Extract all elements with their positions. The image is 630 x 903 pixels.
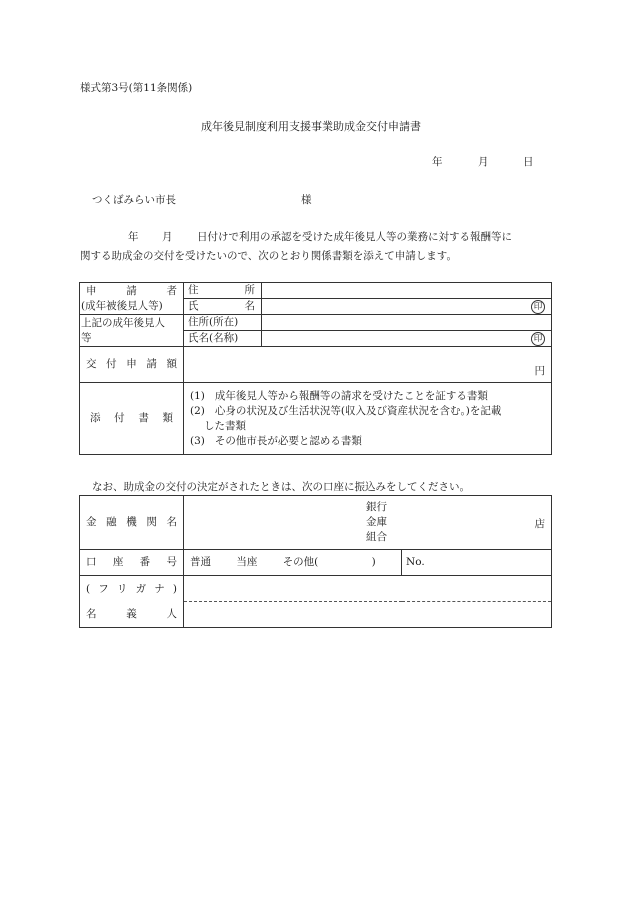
guardian-name-label: 氏名(名称) xyxy=(184,331,262,347)
guardian-address-field[interactable] xyxy=(262,315,552,331)
intro-month: 月 xyxy=(162,231,173,243)
guardian-label: 上記の成年後見人 xyxy=(80,315,184,331)
intro-line2: 関する助成金の交付を受けたいので、次のとおり関係書類を添えて申請します。 xyxy=(80,250,457,262)
applicant-table xyxy=(79,282,552,455)
attachment-item: (1) 成年後見人等から報酬等の請求を受けたことを証する書類 xyxy=(190,389,488,402)
account-number-label: 口 座 番 号 xyxy=(80,550,184,576)
amount-unit: 円 xyxy=(534,364,545,377)
account-holder-label: 名 義 人 xyxy=(80,602,184,628)
bank-type-shinkin: 金庫 xyxy=(366,516,387,528)
account-number-field[interactable] xyxy=(402,550,552,576)
guardian-name-field[interactable] xyxy=(262,331,552,347)
account-type-other[interactable]: その他( xyxy=(282,556,319,569)
account-holder-field[interactable] xyxy=(184,602,552,628)
bank-name-field[interactable] xyxy=(184,496,552,550)
account-type-ordinary[interactable]: 普通 xyxy=(190,556,211,569)
attachment-item: (3) その他市長が必要と認める書類 xyxy=(190,434,362,447)
account-type-field[interactable] xyxy=(184,550,402,576)
intro-line1: 日付けで利用の承認を受けた成年後見人等の業務に対する報酬等に xyxy=(197,231,512,243)
seal-mark: 印 xyxy=(531,300,545,314)
bank-name-label: 金 融 機 関 名 xyxy=(80,496,184,550)
account-type-other-close: ) xyxy=(371,556,376,569)
attachment-item: (2) 心身の状況及び生活状況等(収入及び資産状況を含む。)を記載 xyxy=(190,404,502,417)
amount-field[interactable] xyxy=(184,347,552,383)
date-day: 日 xyxy=(523,156,534,168)
date-month: 月 xyxy=(478,156,489,168)
attachments-list xyxy=(184,383,552,455)
addressee-name: つくばみらい市長 xyxy=(92,194,176,206)
account-no-label: No. xyxy=(406,556,425,569)
applicant-sub-label: (成年被後見人等) xyxy=(80,299,184,315)
note-text: なお、助成金の交付の決定がされたときは、次の口座に振込みをしてください。 xyxy=(92,481,470,493)
amount-label: 交 付 申 請 額 xyxy=(80,347,184,383)
bank-table xyxy=(79,495,552,628)
date-year: 年 xyxy=(432,156,443,168)
furigana-label: ( フ リ ガ ナ ) xyxy=(80,576,184,602)
guardian-address-label: 住所(所在) xyxy=(184,315,262,331)
guardian-label-cont: 等 xyxy=(80,331,184,347)
account-type-checking[interactable]: 当座 xyxy=(236,556,258,569)
address-label: 住 所 xyxy=(184,283,262,299)
name-label: 氏 名 xyxy=(184,299,262,315)
applicant-name-field[interactable] xyxy=(262,299,552,315)
bank-type-list xyxy=(366,500,387,545)
bank-type-union: 組合 xyxy=(366,531,387,543)
applicant-address-field[interactable] xyxy=(262,283,552,299)
furigana-field[interactable] xyxy=(184,576,552,602)
bank-type-bank: 銀行 xyxy=(366,501,387,513)
intro-year: 年 xyxy=(128,231,139,243)
applicant-label: 申 請 者 xyxy=(80,283,184,299)
form-number: 様式第3号(第11条関係) xyxy=(80,82,193,94)
addressee-honorific: 様 xyxy=(301,194,312,206)
seal-mark: 印 xyxy=(531,332,545,346)
attachment-item-cont: した書類 xyxy=(204,419,246,432)
page-title: 成年後見制度利用支援事業助成金交付申請書 xyxy=(201,120,421,133)
branch-suffix: 店 xyxy=(534,518,545,530)
attachments-label: 添 付 書 類 xyxy=(80,383,184,455)
